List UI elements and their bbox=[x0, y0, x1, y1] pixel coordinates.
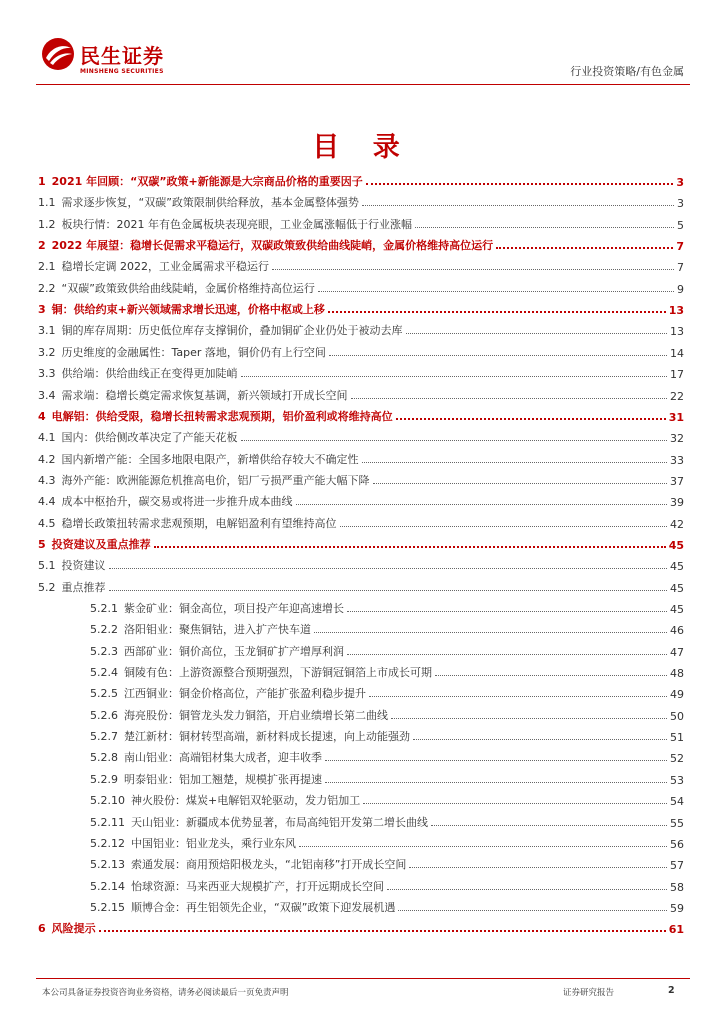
toc-leader-dots bbox=[391, 718, 667, 719]
toc-page-number: 61 bbox=[668, 923, 684, 937]
toc-entry[interactable] bbox=[90, 814, 684, 830]
toc-entry-text: 海亮股份：铜管龙头发力铜箔，开启业绩增长第二曲线 bbox=[124, 708, 388, 722]
footer-divider bbox=[36, 978, 690, 979]
toc-leader-dots bbox=[431, 825, 667, 826]
toc-entry-title bbox=[38, 280, 315, 296]
page-title: 目 录 bbox=[312, 132, 412, 163]
toc-leader-dots bbox=[328, 311, 666, 313]
toc-entry-number: 5.2.9 bbox=[90, 772, 118, 786]
footer-page-number: 2 bbox=[668, 985, 675, 996]
toc-entry-title bbox=[38, 451, 359, 467]
toc-entry-title bbox=[90, 814, 428, 830]
toc-entry-text: “双碳”政策致供给曲线陡峭，金属价格维持高位运行 bbox=[61, 281, 315, 295]
toc-entry[interactable] bbox=[90, 878, 684, 894]
toc-entry-number: 5.2.5 bbox=[90, 687, 118, 701]
toc-entry[interactable] bbox=[38, 258, 684, 274]
toc-entry-text: 供给端：供给曲线正在变得更加陡峭 bbox=[61, 367, 238, 381]
toc-entry-title bbox=[38, 237, 493, 253]
toc-entry-number: 3.2 bbox=[38, 345, 56, 359]
toc-entry-number: 2 bbox=[38, 239, 46, 253]
toc-entry-number: 5.2.1 bbox=[90, 602, 118, 615]
toc-entry-text: 海外产能：欧洲能源危机推高电价，铝厂亏损严重产能大幅下降 bbox=[61, 473, 370, 487]
toc-entry-title bbox=[90, 771, 322, 787]
company-logo bbox=[40, 36, 190, 80]
toc-entry-number: 4.5 bbox=[38, 516, 56, 530]
toc-leader-dots bbox=[314, 632, 667, 633]
toc-entry-title bbox=[38, 194, 359, 210]
toc-page-number: 39 bbox=[670, 496, 684, 510]
toc-entry-text: 国内新增产能：全国多地限电限产，新增供给存较大不确定性 bbox=[61, 452, 359, 466]
toc-entry[interactable] bbox=[90, 685, 684, 701]
toc-entry-number: 5.2 bbox=[38, 580, 56, 594]
toc-entry-text: 紫金矿业：铜金高位，项目投产年迎高速增长 bbox=[124, 602, 344, 615]
toc-leader-dots bbox=[387, 889, 667, 890]
toc-entry-title bbox=[38, 387, 348, 403]
toc-page-number: 3 bbox=[677, 197, 684, 211]
toc-entry-text: 电解铝：供给受限，稳增长扭转需求悲观预期，铝价盈利或将维持高位 bbox=[51, 409, 393, 423]
toc-entry[interactable] bbox=[38, 344, 684, 360]
toc-leader-dots bbox=[299, 846, 667, 847]
toc-entry-title bbox=[90, 835, 296, 851]
toc-page-number: 45 bbox=[670, 581, 684, 595]
toc-page-number: 45 bbox=[670, 603, 684, 616]
toc-entry-title bbox=[90, 685, 366, 701]
toc-leader-dots bbox=[362, 462, 668, 463]
toc-leader-dots bbox=[272, 269, 674, 270]
toc-entry-number: 5.2.4 bbox=[90, 666, 118, 680]
toc-page-number: 52 bbox=[670, 752, 684, 766]
toc-entry-text: 铜的库存周期：历史低位库存支撑铜价，叠加铜矿企业仍处于被动去库 bbox=[61, 324, 403, 338]
toc-page-number: 3 bbox=[676, 176, 684, 189]
toc-page-number: 58 bbox=[670, 880, 684, 894]
toc-entry-title bbox=[38, 493, 293, 509]
toc-entry[interactable] bbox=[38, 216, 684, 232]
toc-entry-title bbox=[38, 536, 151, 552]
page-header bbox=[0, 0, 724, 86]
toc-page-number: 33 bbox=[670, 453, 684, 467]
toc-entry-title bbox=[38, 472, 370, 488]
toc-leader-dots bbox=[413, 739, 667, 740]
toc-entry-text: 2022 年展望：稳增长促需求平稳运行，双碳政策致供给曲线陡峭，金属价格维持高位运行 bbox=[51, 239, 494, 253]
toc-leader-dots bbox=[318, 291, 674, 292]
toc-entry[interactable] bbox=[90, 835, 684, 851]
toc-page-number: 9 bbox=[677, 282, 684, 296]
toc-leader-dots bbox=[406, 333, 668, 334]
toc-entry-title bbox=[90, 749, 322, 765]
toc-leader-dots bbox=[347, 654, 667, 655]
toc-entry[interactable] bbox=[38, 429, 684, 445]
toc-leader-dots bbox=[396, 418, 666, 420]
toc-page-number: 45 bbox=[670, 560, 684, 574]
report-category: 行业投资策略/有色金属 bbox=[570, 65, 684, 78]
toc-page-number: 7 bbox=[677, 261, 684, 275]
toc-leader-dots bbox=[351, 398, 668, 399]
toc-leader-dots bbox=[409, 867, 667, 868]
toc-leader-dots bbox=[347, 611, 667, 612]
toc-entry-title bbox=[90, 878, 384, 894]
toc-page-number: 56 bbox=[670, 837, 684, 851]
toc-entry-text: 铜陵有色：上游资源整合预期强烈，下游铜冠铜箔上市成长可期 bbox=[124, 666, 432, 680]
toc-entry-number: 4.1 bbox=[38, 431, 56, 445]
toc-page-number: 54 bbox=[670, 795, 684, 809]
toc-entry-text: 国内：供给侧改革决定了产能天花板 bbox=[61, 431, 238, 445]
toc-entry-number: 5.2.7 bbox=[90, 730, 118, 744]
toc-entry-title bbox=[38, 173, 363, 189]
toc-entry[interactable] bbox=[38, 173, 684, 189]
toc-entry[interactable] bbox=[90, 792, 684, 808]
toc-entry-number: 4.3 bbox=[38, 473, 56, 487]
toc-page-number: 32 bbox=[670, 432, 684, 446]
toc-entry-text: 需求逐步恢复，“双碳”政策限制供给释放，基本金属整体强势 bbox=[61, 196, 359, 210]
toc-page-number: 55 bbox=[670, 816, 684, 830]
toc-entry-title bbox=[38, 365, 238, 381]
toc-entry-text: 铜：供给约束+新兴领域需求增长迅速，价格中枢或上移 bbox=[51, 303, 325, 317]
toc-page-number: 13 bbox=[668, 304, 684, 318]
toc-leader-dots bbox=[325, 782, 667, 783]
toc-leader-dots bbox=[398, 910, 667, 911]
toc-entry[interactable] bbox=[38, 579, 684, 595]
toc-entry-number: 5.2.2 bbox=[90, 623, 118, 637]
toc-entry-title bbox=[90, 856, 406, 872]
toc-entry-text: 明泰铝业：铝加工翘楚，规模扩张再提速 bbox=[124, 772, 322, 786]
toc-entry-number: 2.1 bbox=[38, 260, 56, 274]
toc-entry[interactable] bbox=[38, 515, 684, 531]
toc-page-number: 7 bbox=[676, 240, 684, 254]
toc-entry-title bbox=[90, 664, 432, 680]
toc-page-number: 46 bbox=[670, 624, 684, 638]
footer-report-type: 证券研究报告 bbox=[563, 988, 615, 998]
toc-leader-dots bbox=[329, 355, 667, 356]
toc-entry-text: 西部矿业：铜价高位，玉龙铜矿扩产增厚利润 bbox=[124, 644, 344, 658]
toc-leader-dots bbox=[373, 483, 668, 484]
toc-entry-title bbox=[90, 643, 344, 659]
toc-entry[interactable] bbox=[90, 664, 684, 680]
toc-entry[interactable] bbox=[90, 856, 684, 872]
toc-entry-number: 3 bbox=[38, 303, 46, 317]
toc-entry-text: 历史维度的金融属性：Taper 落地，铜价仍有上行空间 bbox=[61, 345, 326, 359]
toc-entry-text: 天山铝业：新疆成本优势显著，布局高纯铝开发第二增长曲线 bbox=[131, 815, 428, 829]
toc-leader-dots bbox=[362, 205, 674, 206]
toc-leader-dots bbox=[363, 803, 667, 804]
toc-entry-text: 重点推荐 bbox=[61, 580, 106, 594]
toc-entry-number: 4.2 bbox=[38, 452, 56, 466]
toc-entry-title bbox=[38, 322, 403, 338]
toc-entry[interactable] bbox=[90, 899, 684, 915]
toc-page-number: 22 bbox=[670, 389, 684, 403]
toc-leader-dots bbox=[415, 227, 674, 228]
toc-leader-dots bbox=[154, 546, 666, 548]
toc-entry-number: 5.2.13 bbox=[90, 858, 125, 872]
toc-entry-text: 洛阳钼业：聚焦铜钴，进入扩产快车道 bbox=[124, 623, 311, 637]
toc-page-number: 57 bbox=[670, 859, 684, 873]
toc-entry[interactable] bbox=[38, 237, 684, 253]
logo-chinese-name: 民生证券 bbox=[80, 44, 164, 68]
toc-entry-number: 5.2.10 bbox=[90, 794, 125, 808]
toc-page-number: 42 bbox=[670, 517, 684, 531]
toc-leader-dots bbox=[340, 526, 668, 527]
toc-entry-title bbox=[38, 301, 325, 317]
toc-entry[interactable] bbox=[38, 451, 684, 467]
footer-disclaimer: 本公司具备证券投资咨询业务资格，请务必阅读最后一页免责声明 bbox=[42, 988, 289, 998]
toc-leader-dots bbox=[435, 675, 667, 676]
toc-entry-text: 神火股份：煤炭+电解铝双轮驱动，发力铝加工 bbox=[131, 794, 361, 808]
logo-english-name: MINSHENG SECURITIES bbox=[80, 68, 164, 75]
toc-leader-dots bbox=[369, 696, 667, 697]
toc-page-number: 17 bbox=[670, 368, 684, 382]
toc-entry-text: 2021 年回顾：“双碳”政策+新能源是大宗商品价格的重要因子 bbox=[51, 175, 363, 188]
toc-entry[interactable] bbox=[90, 643, 684, 659]
toc-entry-title bbox=[38, 344, 326, 360]
toc-entry[interactable] bbox=[38, 408, 684, 424]
toc-entry-number: 1 bbox=[38, 175, 46, 188]
toc-entry-number: 5.2.12 bbox=[90, 836, 125, 850]
toc-entry-title bbox=[90, 728, 410, 744]
toc-entry-title bbox=[38, 429, 238, 445]
toc-entry-title bbox=[38, 408, 393, 424]
toc-entry-number: 4 bbox=[38, 409, 46, 423]
toc-entry-number: 5.2.11 bbox=[90, 815, 125, 829]
toc-entry-number: 5.2.3 bbox=[90, 644, 118, 658]
toc-leader-dots bbox=[109, 568, 668, 569]
toc-entry-title bbox=[38, 579, 106, 595]
toc-leader-dots bbox=[241, 376, 668, 377]
toc-entry[interactable] bbox=[38, 920, 684, 936]
header-divider bbox=[36, 84, 690, 85]
toc-entry-number: 4.4 bbox=[38, 495, 56, 509]
toc-entry-text: 江西铜业：铜金价格高位，产能扩张盈利稳步提升 bbox=[124, 687, 366, 701]
toc-entry[interactable] bbox=[38, 557, 684, 573]
toc-entry-title bbox=[90, 600, 344, 616]
toc-page-number: 50 bbox=[670, 709, 684, 723]
toc-entry-number: 5.2.6 bbox=[90, 708, 118, 722]
toc-entry-number: 3.4 bbox=[38, 388, 56, 402]
toc-leader-dots bbox=[325, 760, 667, 761]
toc-page-number: 47 bbox=[670, 645, 684, 659]
toc-entry[interactable] bbox=[38, 493, 684, 509]
toc-entry-text: 稳增长定调 2022，工业金属需求平稳运行 bbox=[61, 260, 269, 274]
toc-entry-title bbox=[38, 515, 337, 531]
toc-entry-title bbox=[90, 621, 311, 637]
toc-entry-number: 3.1 bbox=[38, 324, 56, 338]
toc-entry[interactable] bbox=[38, 280, 684, 296]
toc-page-number: 51 bbox=[670, 731, 684, 745]
toc-entry[interactable] bbox=[38, 322, 684, 338]
toc-entry-text: 需求端：稳增长奠定需求恢复基调，新兴领域打开成长空间 bbox=[61, 388, 348, 402]
toc-entry-title bbox=[90, 707, 388, 723]
toc-entry-text: 投资建议及重点推荐 bbox=[51, 537, 151, 551]
toc-entry-number: 5.2.14 bbox=[90, 879, 125, 893]
toc-entry-text: 稳增长政策扭转需求悲观预期，电解铝盈利有望维持高位 bbox=[61, 516, 337, 530]
toc-entry-text: 中国铝业：铝业龙头，乘行业东风 bbox=[131, 836, 296, 850]
toc-entry[interactable] bbox=[90, 728, 684, 744]
toc-entry-title bbox=[38, 216, 412, 232]
toc-entry-title bbox=[38, 557, 106, 573]
toc-entry-text: 怡球资源：马来西亚大规模扩产，打开远期成长空间 bbox=[131, 879, 384, 893]
toc-entry-text: 成本中枢抬升，碳交易或将进一步推升成本曲线 bbox=[61, 495, 293, 509]
toc-entry[interactable] bbox=[90, 600, 684, 616]
toc-entry[interactable] bbox=[38, 536, 684, 552]
toc-entry[interactable] bbox=[38, 472, 684, 488]
toc-entry-text: 顺博合金：再生铝领先企业，“双碳”政策下迎发展机遇 bbox=[131, 900, 396, 914]
toc-page-number: 14 bbox=[670, 346, 684, 360]
toc-page-number: 5 bbox=[677, 218, 684, 232]
toc-page-number: 31 bbox=[668, 410, 684, 424]
toc-entry-number: 6 bbox=[38, 922, 46, 936]
toc-page-number: 13 bbox=[670, 325, 684, 339]
toc-entry-text: 板块行情：2021 年有色金属板块表现亮眼，工业金属涨幅低于行业涨幅 bbox=[61, 217, 412, 231]
toc-entry-number: 2.2 bbox=[38, 281, 56, 295]
toc-leader-dots bbox=[99, 930, 666, 932]
toc-leader-dots bbox=[109, 590, 668, 591]
toc-entry-number: 3.3 bbox=[38, 367, 56, 381]
toc-entry-text: 投资建议 bbox=[61, 559, 106, 573]
toc-entry[interactable] bbox=[90, 749, 684, 765]
toc-entry-number: 5 bbox=[38, 537, 46, 551]
toc-entry[interactable] bbox=[38, 301, 684, 317]
toc-entry-number: 5.2.15 bbox=[90, 900, 125, 914]
toc-page-number: 49 bbox=[670, 688, 684, 702]
toc-entry-title bbox=[38, 920, 96, 936]
toc-entry-text: 风险提示 bbox=[51, 922, 96, 936]
toc-entry-title bbox=[90, 899, 395, 915]
logo-emblem-icon bbox=[40, 36, 76, 72]
toc-entry-title bbox=[38, 258, 269, 274]
toc-entry-number: 5.1 bbox=[38, 559, 56, 573]
toc-entry-title bbox=[90, 792, 360, 808]
toc-leader-dots bbox=[366, 183, 674, 185]
toc-leader-dots bbox=[296, 504, 668, 505]
toc-entry[interactable] bbox=[38, 194, 684, 210]
toc-entry-number: 5.2.8 bbox=[90, 751, 118, 765]
toc-entry-number: 1.2 bbox=[38, 217, 56, 231]
toc-page-number: 48 bbox=[670, 667, 684, 681]
toc-entry[interactable] bbox=[90, 707, 684, 723]
toc-leader-dots bbox=[241, 440, 668, 441]
toc-page-number: 45 bbox=[668, 538, 684, 552]
toc-entry-number: 1.1 bbox=[38, 196, 56, 210]
toc-entry-text: 楚江新材：铜材转型高端，新材料成长提速，向上动能强劲 bbox=[124, 730, 410, 744]
toc-leader-dots bbox=[496, 247, 673, 249]
toc-page-number: 59 bbox=[670, 901, 684, 915]
toc-entry[interactable] bbox=[38, 365, 684, 381]
toc-page-number: 37 bbox=[670, 474, 684, 488]
toc-page-number: 53 bbox=[670, 773, 684, 787]
toc-entry[interactable] bbox=[90, 621, 684, 637]
toc-entry-text: 南山铝业：高端铝材集大成者，迎丰收季 bbox=[124, 751, 322, 765]
toc-entry[interactable] bbox=[90, 771, 684, 787]
toc-entry-text: 索通发展：商用预焙阳极龙头，“北铝南移”打开成长空间 bbox=[131, 858, 407, 872]
toc-entry[interactable] bbox=[38, 387, 684, 403]
